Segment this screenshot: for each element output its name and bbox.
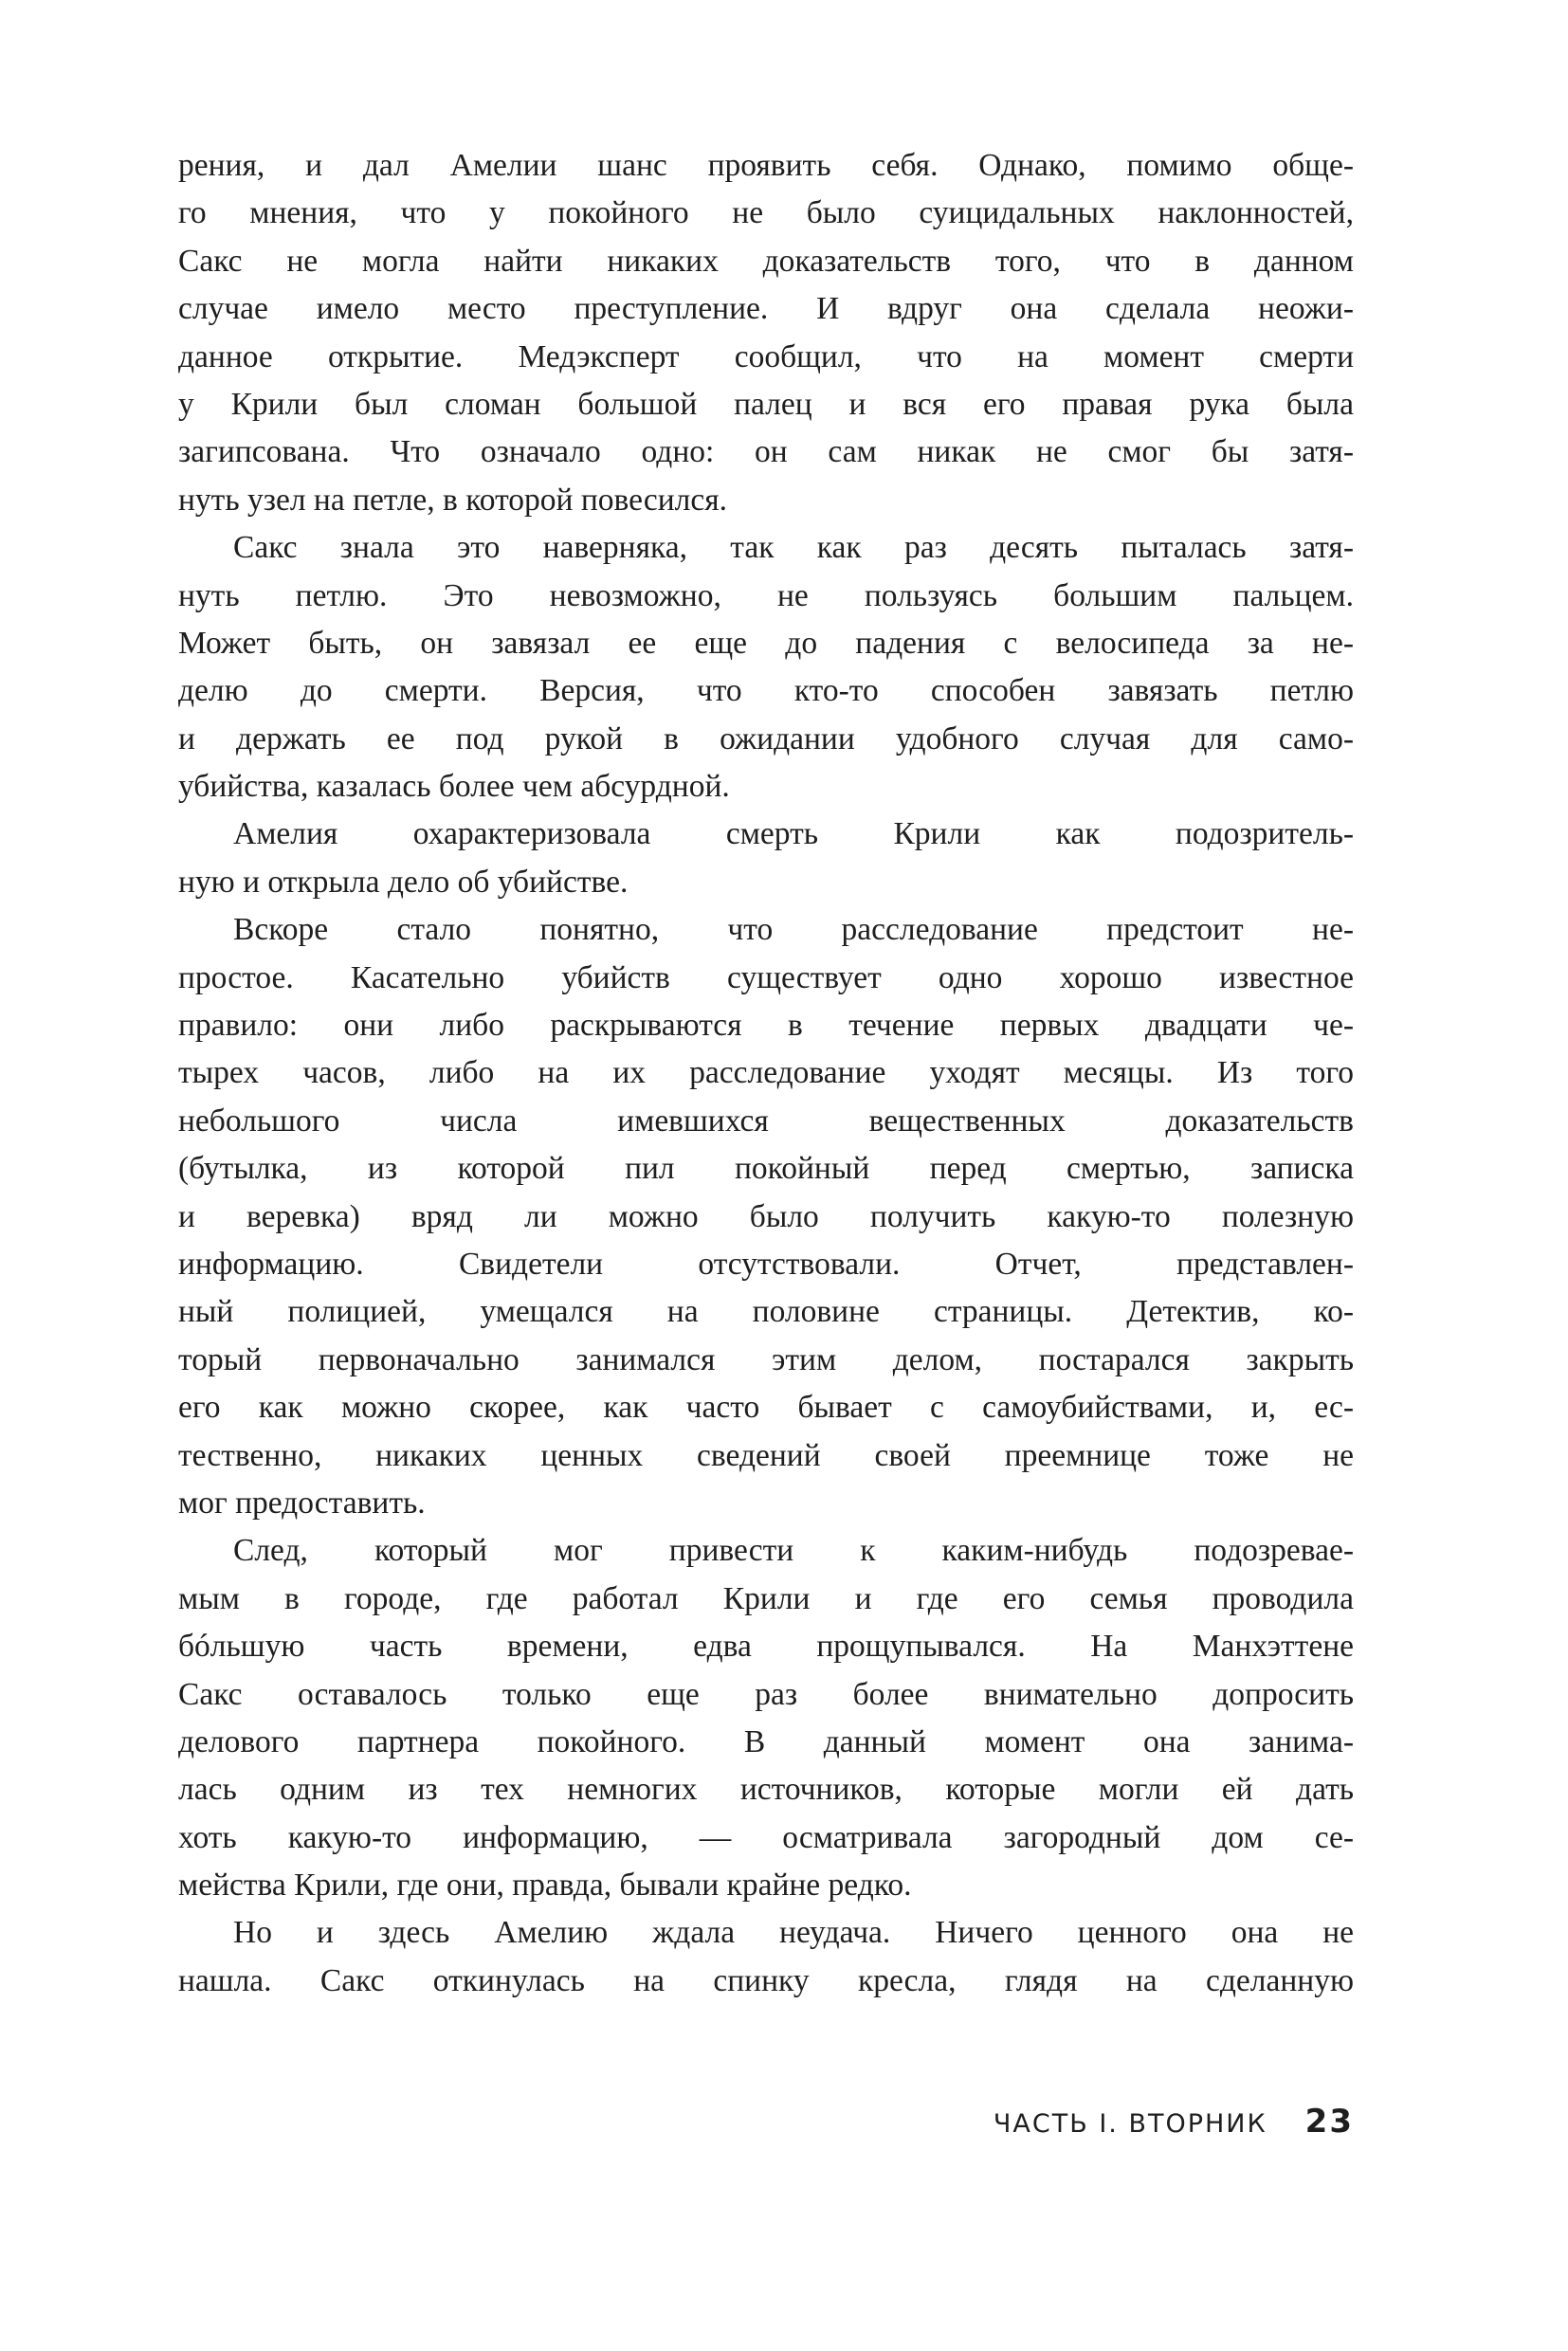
text-line: хоть какую-то информацию, — осматривала загородный дом се-: [178, 1819, 1354, 1855]
text-line: небольшого числа имевшихся вещественных доказательств: [178, 1103, 1354, 1139]
text-line: простое. Касательно убийств существует одно хорошо известное: [178, 959, 1354, 995]
text-line: убийства, казалась более чем абсурдной.: [178, 769, 730, 805]
running-head: ЧАСТЬ I. ВТОРНИК: [993, 2109, 1267, 2139]
text-line: След, который мог привести к каким-нибудь подозревае-: [233, 1533, 1354, 1569]
text-line: у Крили был сломан большой палец и вся его правая рука была: [178, 386, 1354, 422]
text-line: информацию. Свидетели отсутствовали. Отчет, представлен-: [178, 1246, 1354, 1282]
text-line: торый первоначально занимался этим делом, постарался закрыть: [178, 1341, 1354, 1377]
text-line: Может быть, он завязал ее еще до падения с велосипеда за не-: [178, 625, 1354, 661]
text-line: Вскоре стало понятно, что расследование предстоит не-: [233, 912, 1354, 948]
text-line: рения, и дал Амелии шанс проявить себя. Однако, помимо обще-: [178, 148, 1354, 183]
text-line: правило: они либо раскрываются в течение первых двадцати че-: [178, 1008, 1354, 1044]
text-line: нашла. Сакс откинулась на спинку кресла, глядя на сделанную: [178, 1962, 1354, 1998]
text-line: Сакс оставалось только еще раз более внимательно допросить: [178, 1676, 1354, 1712]
text-line: бóльшую часть времени, едва прощупывался. На Манхэттене: [178, 1629, 1354, 1665]
text-line: мейства Крили, где они, правда, бывали крайне редко.: [178, 1868, 912, 1904]
text-line: тественно, никаких ценных сведений своей преемнице тоже не: [178, 1437, 1354, 1473]
page-footer: [994, 2103, 1354, 2141]
paragraph: [178, 524, 1354, 811]
text-line: го мнения, что у покойного не было суицидальных наклонностей,: [178, 195, 1354, 231]
text-line: (бутылка, из которой пил покойный перед смертью, записка: [178, 1151, 1354, 1187]
text-line: и веревка) вряд ли можно было получить какую-то полезную: [178, 1198, 1354, 1234]
text-line: данное открытие. Медэксперт сообщил, что на момент смерти: [178, 338, 1354, 374]
paragraph: [178, 142, 1354, 524]
body-text: [178, 142, 1354, 2005]
text-line: Но и здесь Амелию ждала неудача. Ничего ценного она не: [233, 1915, 1354, 1951]
text-line: нуть узел на петле, в которой повесился.: [178, 482, 728, 518]
page-number: 23: [1304, 2103, 1354, 2141]
text-line: делового партнера покойного. В данный момент она занима-: [178, 1723, 1354, 1759]
text-line: случае имело место преступление. И вдруг она сделала неожи-: [178, 291, 1354, 327]
paragraph: [178, 811, 1354, 906]
text-line: мог предоставить.: [178, 1485, 426, 1521]
text-line: мым в городе, где работал Крили и где его семья проводила: [178, 1580, 1354, 1616]
text-line: нуть петлю. Это невозможно, не пользуясь большим пальцем.: [178, 577, 1354, 613]
text-line: ный полицией, умещался на половине страницы. Детектив, ко-: [178, 1294, 1354, 1330]
text-line: делю до смерти. Версия, что кто-то способен завязать петлю: [178, 673, 1354, 709]
paragraph: [178, 1527, 1354, 1909]
text-line: тырех часов, либо на их расследование уходят месяцы. Из того: [178, 1055, 1354, 1091]
text-line: ную и открыла дело об убийстве.: [178, 864, 629, 900]
text-line: его как можно скорее, как часто бывает с самоубийствами, и, ес-: [178, 1390, 1354, 1426]
paragraph: [178, 1909, 1354, 2005]
text-line: Амелия охарактеризовала смерть Крили как подозритель-: [233, 816, 1354, 852]
text-line: Сакс не могла найти никаких доказательств того, что в данном: [178, 243, 1354, 279]
paragraph: [178, 906, 1354, 1527]
text-line: лась одним из тех немногих источников, которые могли ей дать: [178, 1772, 1354, 1808]
text-line: загипсована. Что означало одно: он сам никак не смог бы затя-: [178, 434, 1354, 470]
text-line: Сакс знала это наверняка, так как раз десять пыталась затя-: [233, 530, 1354, 566]
text-line: и держать ее под рукой в ожидании удобного случая для само-: [178, 720, 1354, 756]
